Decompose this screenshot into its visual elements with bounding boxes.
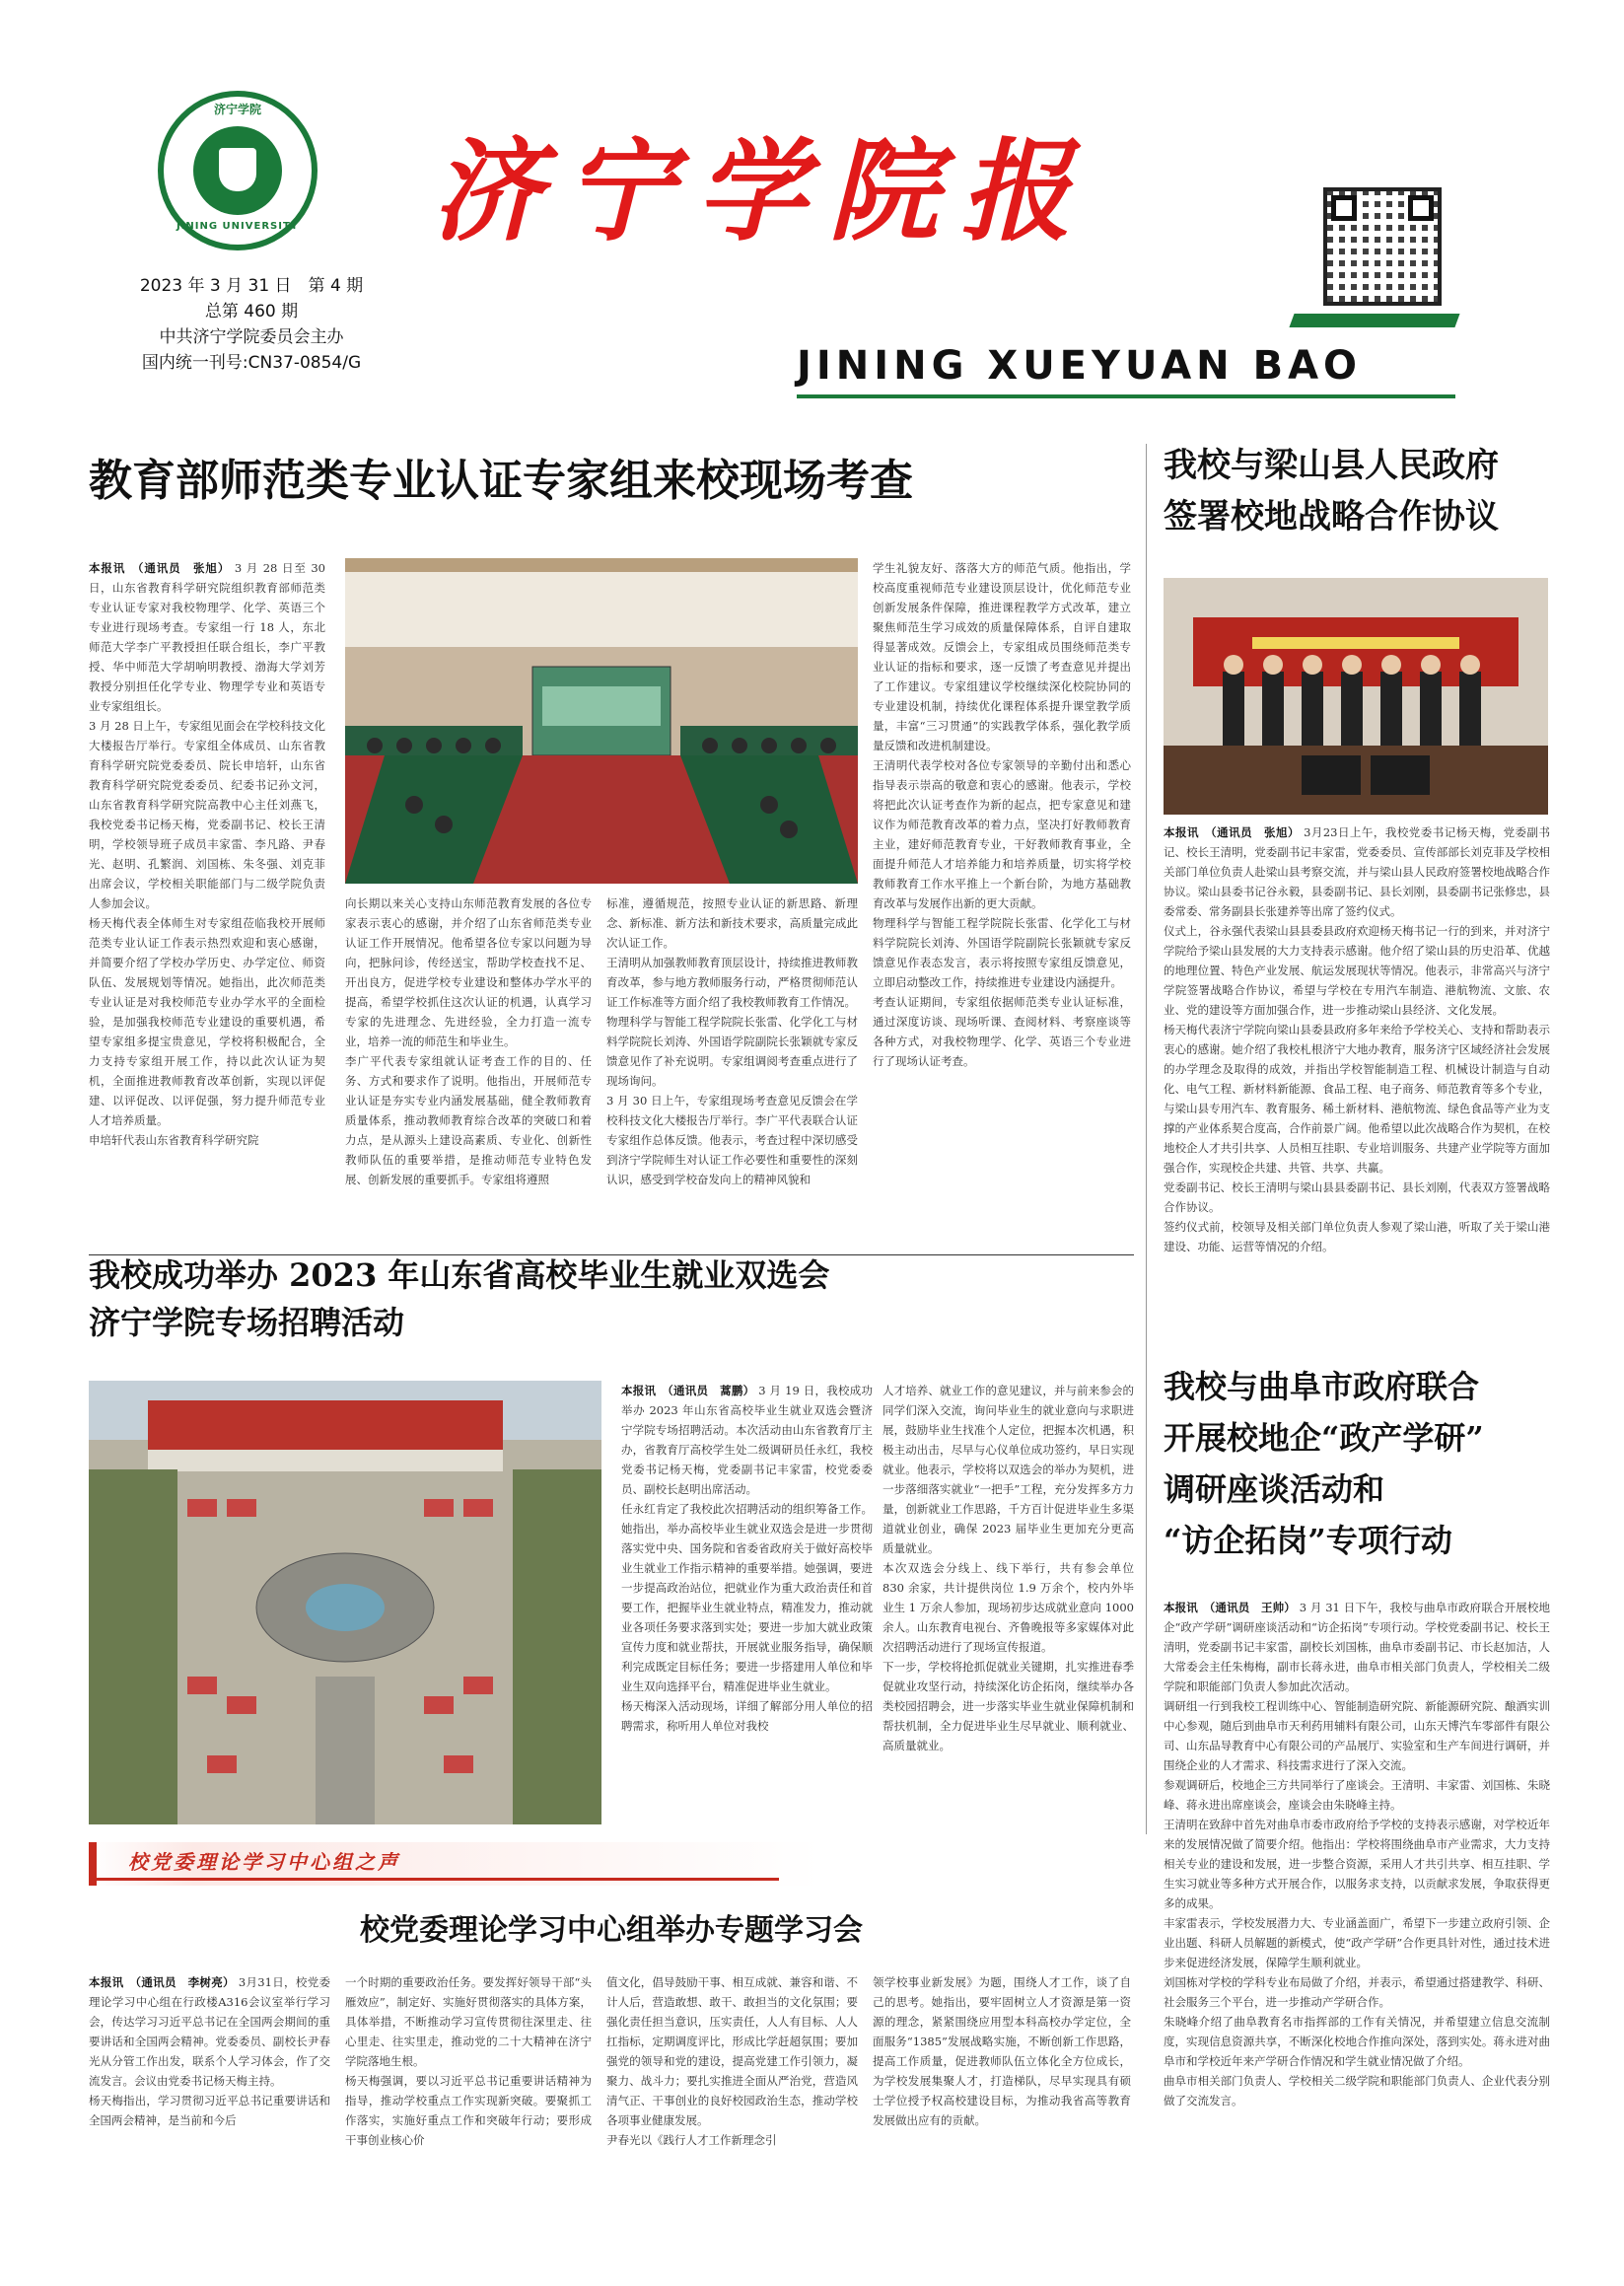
article2-byline: 本报讯 （通讯员 张旭） — [1164, 825, 1300, 839]
article4-headline-line2: 开展校地企“政产学研” — [1164, 1419, 1484, 1457]
article5-column-1 — [89, 1972, 330, 2258]
article4-byline: 本报讯 （通讯员 王帅） — [1164, 1601, 1296, 1614]
article5-col3-text: 值文化，倡导鼓励干事、相互成就、兼容和谐、不计人后，营造敢想、敢干、敢担当的文化氛围；要强化责任担当意识，压实责任，人人有目标、人人扛指标，定期调度评比，形成比学赶超氛围；要加强党的领导和党的建设，提高党建工作引领力，凝聚力、战斗力；要扎实推进全面从严治党，营造风清气正、干事创业的良好校园政治生态，推动学校各项事业健康发展。 尹春光以《践行人才工作新理念引 — [606, 1975, 858, 2147]
article1-col1-text: 3 月 28 日至 30 日，山东省教育科学研究院组织教育部师范类专业认证专家对我校物理学、化学、英语三个专业进行现场考查。专家组一行 18 人，东北师范大学李广平教授担任联合组长，李广平教授、华中师范大学胡响明教授、渤海大学刘芳教授分别担任化学专业、物理学专业和英语专业专家组组长。 3 月 28 日上午，专家组见面会在学校科技文化大楼报告厅举行。专家组全体成员、山东省教育科学研究院党委委员、院长申培轩，山东省教育科学研究院党委委员、纪委书记孙文河，山东省教育科学研究院高教中心主任刘燕飞，我校党委书记杨天梅，党委副书记、校长王清明，学校领导班子成员丰家雷、李凡路、尹春光、赵明、孔繁润、刘国栋、朱冬强、刘克菲出席会议，学校相关职能部门与二级学院负责人参加会议。 杨天梅代表全体师生对专家组莅临我校开展师范类专业认证工作表示热烈欢迎和衷心感谢，并简要介绍了学校办学历史、办学定位、师资队伍、发展规划等情况。她指出，此次师范类专业认证是对我校师范专业办学水平的全面检验，是加强我校师范专业建设的重要机遇，希望专家组多提宝贵意见，学校将积极配合，全力支持专家组开展工作，持以此次认证为契机，全面推进教师教育改革创新，实现以评促建、以评促改、以评促强，努力提升师范专业人才培养质量。 申培轩代表山东省教育科学研究院 — [89, 561, 325, 1147]
banner-underline — [89, 1878, 779, 1881]
article1-col3-text: 标准，遵循规范，按照专业认证的新思路、新理念、新标准、新方法和新技术要求，高质量完成此次认证工作。 王清明从加强教师教育顶层设计，持续推进教师教育改革，参与地方教师服务行动，严格贯彻师范认证工作标准等方面介绍了我校教师教育工作情况。 物理科学与智能工程学院院长张雷、化学化工与材料学院院长刘涛、外国语学院副院长张颖就专家反馈意见作了补充说明。专家组调阅考查重点进行了现场询问。 3 月 30 日上午，专家组现场考查意见反馈会在学校科技文化大楼报告厅举行。李广平代表联合认证专家组作总体反馈。他表示，考查过程中深切感受到济宁学院师生对认证工作必要性和重要性的深刻认识，感受到学校奋发向上的精神风貌和 — [606, 896, 858, 1186]
logo-emblem-icon — [193, 126, 282, 215]
article3-col2-text: 人才培养、就业工作的意见建议，并与前来参会的同学们深入交流，询问毕业生的就业意向与求职进展，鼓励毕业生找准个人定位，把握本次机遇，积极主动出击，尽早与心仪单位成功签约，早日实现就业。他表示，学校将以双选会的举办为契机，进一步落细落实就业“一把手”工程，充分发挥多方力量，创新就业工作思路，千方百计促进毕业生多渠道就业创业，确保 2023 届毕业生更加充分更高质量就业。 本次双选会分线上、线下举行，共有参会单位 830 余家，共计提供岗位 1.9 万余个，校内外毕业生 1 万余人参加，现场初步达成就业意向 1000 余人。山东教育电视台、齐鲁晚报等多家媒体对此次招聘活动进行了现场宣传报道。 下一步，学校将抢抓促就业关键期，扎实推进春季促就业攻坚行动，持续深化访企拓岗，继续举办各类校园招聘会，进一步落实毕业生就业保障机制和帮扶机制，全力促进毕业生尽早就业、顺利就业、高质量就业。 — [883, 1384, 1134, 1752]
sponsor: 中共济宁学院委员会主办 — [159, 327, 344, 347]
article5-col4-text: 领学校事业新发展》为题，围绕人才工作，谈了自己的思考。她指出，要牢固树立人才资源是第一资源的理念，紧紧围绕应用型本科高校办学定位，全面服务“1385”发展战略实施，不断创新工作思路，提高工作质量，促进教师队伍立体化全方位成长，为学校发展集聚人才，打造梯队，尽早实现具有硕士学位授予权高校建设目标，为推动我省高等教育发展做出应有的贡献。 — [873, 1975, 1131, 2127]
newspaper-title: 济宁学院报 — [432, 127, 1093, 256]
newspaper-title-english: JINING XUEYUAN BAO — [797, 343, 1363, 389]
column-divider — [1146, 444, 1147, 1834]
article4-body — [1164, 1598, 1550, 2249]
article3-photo — [89, 1381, 601, 1824]
article4-headline-line4: “访企拓岗”专项行动 — [1164, 1522, 1452, 1559]
article2-headline-line1: 我校与梁山县人民政府 — [1164, 446, 1499, 485]
article5-col2-text: 一个时期的重要政治任务。要发挥好领导干部“头雁效应”，制定好、实施好贯彻落实的具体方案，具体举措，不断推动学习宣传贯彻往深里走、往心里走、往实里走，推动党的二十大精神在济宁学院落地生根。 杨天梅强调，要以习近平总书记重要讲话精神为指导，推动学校重点工作实现新突破。要聚抓工作落实，实施好重点工作和突破年行动；要形成干事创业核心价 — [345, 1975, 592, 2147]
article2-headline-line2: 签署校地战略合作协议 — [1164, 497, 1499, 536]
issue-date: 2023 年 3 月 31 日 第 4 期 — [139, 276, 364, 296]
university-logo — [158, 91, 318, 250]
banner-title: 校党委理论学习中心组之声 — [128, 1850, 400, 1874]
decorative-bar — [1289, 314, 1459, 327]
qr-code-icon[interactable] — [1323, 187, 1442, 306]
article3-col1-text: 3 月 19 日，我校成功举办 2023 年山东省高校毕业生就业双选会暨济宁学院专场招聘活动。本次活动由山东省教育厅主办，省教育厅高校学生处二级调研员任永红，我校党委书记杨天梅，党委副书记丰家雷，校党委委员、副校长赵明出席活动。 任永红肯定了我校此次招聘活动的组织筹备工作。她指出，举办高校毕业生就业双选会是进一步贯彻落实党中央、国务院和省委省政府关于做好高校毕业生就业工作指示精神的重要举措。她强调，要进一步提高政治站位，把就业作为重大政治责任和首要工作，把握毕业生就业特点，精准发力，推动就业各项任务要求落到实处；要进一步加大就业政策宣传力度和就业帮扶，开展就业服务指导，确保顺利完成既定目标任务；要进一步搭建用人单位和毕业生双向选择平台，精准促进毕业生就业。 杨天梅深入活动现场，详细了解部分用人单位的招聘需求，称听用人单位对我校 — [621, 1384, 873, 1733]
article1-byline: 本报讯 （通讯员 张旭） — [89, 561, 231, 575]
article1-photo — [345, 558, 858, 884]
article5-headline: 校党委理论学习中心组举办专题学习会 — [360, 1913, 863, 1948]
article2-body-text: 3月23日上午，我校党委书记杨天梅，党委副书记、校长王清明，党委副书记丰家雷，党委委员、宣传部部长刘克菲及学校相关部门单位负责人赴梁山县考察交流，并与梁山县人民政府签署校地战略合作协议。梁山县委书记谷永毅，县委副书记、县长刘刚，县委副书记张修忠，县委常委、常务副县长张建养等出席了签约仪式。 仪式上，谷永强代表梁山县县委县政府欢迎杨天梅书记一行的到来，并对济宁学院给予梁山县发展的大力支持表示感谢。他介绍了梁山县的历史沿革、优越的地理位置、特色产业发展、航运发展现状等情况。他表示，非常高兴与济宁学院签署战略合作协议，希望与学校在专用汽车制造、港航物流、文旅、农业、党的建设等方面加强合作，进一步推动梁山县经济、文化发展。 杨天梅代表济宁学院向梁山县委县政府多年来给予学校关心、支持和帮助表示衷心的感谢。她介绍了我校札根济宁大地办教育，服务济宁区域经济社会发展的办学理念及取得的成效，并指出学校智能制造工程、机械设计制造与自动化、电气工程、新材料新能源、食品工程、电子商务、师范教育等多个专业，与梁山县专用汽车、教育服务、稀土新材料、港航物流、绿色食品等产业为支撑的产业体系契合度高，合作前景广阔。他希望以此次战略合作为契机，在校地校企人才共引共享、人员相互挂职、专业培训服务、共建产业学院等方面加强合作，实现校企共建、共管、共享、共赢。 党委副书记、校长王清明与梁山县县委副书记、县长刘刚，代表双方签署战略合作协议。 签约仪式前，校领导及相关部门单位负责人参观了梁山港，听取了关于梁山港建设、功能、运营等情况的介绍。 — [1164, 825, 1550, 1253]
article5-column-4 — [873, 1972, 1131, 2258]
article3-headline-line2: 济宁学院专场招聘活动 — [89, 1304, 405, 1341]
article3-column-1 — [621, 1381, 873, 1824]
article2-photo — [1164, 578, 1548, 815]
article3-column-2 — [883, 1381, 1134, 1824]
serial-number: 国内统一刊号:CN37-0854/G — [141, 353, 362, 373]
masthead-rule — [797, 394, 1455, 398]
article1-col2-text: 向长期以来关心支持山东师范教育发展的各位专家表示衷心的感谢，并介绍了山东省师范类专业认证工作开展情况。他希望各位专家以问题为导向，把脉问诊，传经送宝，帮助学校查找不足、开出良方，促进学校专业建设和整体办学水平的提高，希望学校抓住这次认证的机遇，认真学习专家的先进理念、先进经验，全力打造一流专业，培养一流的师范生和毕业生。 李广平代表专家组就认证考查工作的目的、任务、方式和要求作了说明。他指出，开展师范专业认证是夯实专业内涵发展基础，健全教师教育质量体系，推动教师教育综合改革的突破口和着力点，是从源头上建设高素质、专业化、创新性教师队伍的重要举措，是推动师范专业特色发展、创新发展的重要抓手。专家组将遵照 — [345, 896, 592, 1186]
article5-column-3 — [606, 1972, 858, 2258]
article3-byline: 本报讯 （通讯员 蒿鹏） — [621, 1384, 755, 1397]
article1-headline: 教育部师范类专业认证专家组来校现场考查 — [89, 456, 913, 506]
article5-byline: 本报讯 （通讯员 李树亮） — [89, 1975, 235, 1989]
article4-headline-line3: 调研座谈活动和 — [1164, 1470, 1385, 1508]
article5-column-2 — [345, 1972, 592, 2258]
banner-background — [89, 1842, 1134, 1886]
total-issue: 总第 460 期 — [204, 302, 299, 321]
logo-text-top: 济宁学院 — [213, 103, 261, 116]
article3-headline-line1: 我校成功举办 2023 年山东省高校毕业生就业双选会 — [89, 1256, 830, 1294]
article5-col1-text: 3月31日，校党委理论学习中心组在行政楼A316会议室举行学习会，传达学习习近平总书记在全国两会期间的重要讲话和全国两会精神。党委委员、副校长尹春光从分管工作出发，联系个人学习体会，作了交流发言。会议由党委书记杨天梅主持。 杨天梅指出，学习贯彻习近平总书记重要讲话和全国两会精神，是当前和今后 — [89, 1975, 330, 2127]
article1-col4-text: 学生礼貌友好、落落大方的师范气质。他指出，学校高度重视师范专业建设顶层设计，优化师范专业创新发展条件保障，推进课程教学方式改革，建立聚焦师范生学习成效的质量保障体系，自评自建取得显著成效。反馈会上，专家组成员围绕师范类专业认证的指标和要求，逐一反馈了考查意见并提出了工作建议。专家组建议学校继续深化校院协同的专业建设机制，持续优化课程体系提升课堂教学质量，丰富“三习贯通”的实践教学体系，强化教学质量反馈和改进机制建设。 王清明代表学校对各位专家领导的辛勤付出和悉心指导表示崇高的敬意和衷心的感谢。他表示，学校将把此次认证考查作为新的起点，把专家意见和建议作为师范教育改革的着力点，坚决打好教师教育主业，建好师范教育专业，干好教师教育事业，全面提升师范人才培养能力和培养质量，切实将学校教师教育工作水平推上一个新台阶，为地方基础教育改革与发展作出新的更大贡献。 物理科学与智能工程学院院长张雷、化学化工与材料学院院长刘涛、外国语学院副院长张颖就专家反馈意见作表态发言，表示将按照专家组反馈意见，立即启动整改工作，持续推进专业建设内涵提升。 考查认证期间，专家组依据师范类专业认证标准，通过深度访谈、现场听课、查阅材料、考察座谈等各种方式，对我校物理学、化学、英语三个专业进行了现场认证考查。 — [873, 561, 1131, 1068]
logo-text-bottom: JINING UNIVERSITY — [176, 221, 300, 232]
article4-body-text: 3 月 31 日下午，我校与曲阜市政府联合开展校地企“政产学研”调研座谈活动和“访企拓岗”专项行动。学校党委副书记、校长王清明，党委副书记丰家雷，副校长刘国栋，曲阜市委副书记、市长赵加洁，人大常委会主任朱梅梅，副市长蒋永进，曲阜市相关部门负责人，学校相关二级学院和职能部门负责人参加此次活动。 调研组一行到我校工程训练中心、智能制造研究院、新能源研究院、酿酒实训中心参观，随后到曲阜市天利药用辅料有限公司，山东天博汽车零部件有限公司、山东品导教育中心有限公司的产品展厅、实验室和生产车间进行调研，并围绕企业的人才需求、科技需求进行了深入交流。 参观调研后，校地企三方共同举行了座谈会。王清明、丰家雷、刘国栋、朱晓峰、蒋永进出席座谈会，座谈会由朱晓峰主持。 王清明在致辞中首先对曲阜市委市政府给予学校的支持表示感谢，对学校近年来的发展情况做了简要介绍。他指出：学校将围绕曲阜市产业需求，大力支持相关专业的建设和发展，进一步整合资源，采用人才共引共享、相互挂职、学生实习就业等多种方式开展合作，以服务求支持，以贡献求发展，争取获得更多的成果。 丰家雷表示，学校发展潜力大、专业涵盖面广，希望下一步建立政府引领、企业出题、科研人员解题的新模式，使“政产学研”合作更具针对性，通过技术进步来促进经济发展，保障学生顺利就业。 刘国栋对学校的学科专业布局做了介绍，并表示，希望通过搭建教学、科研、社会服务三个平台，进一步推动产学研合作。 朱晓峰介绍了曲阜教育名市指挥部的工作有关情况，并希望建立信息交流制度，实现信息资源共享，不断深化校地合作推向深处，落到实处。蒋永进对曲阜市和学校近年来产学研合作情况和学生就业情况做了介绍。 曲阜市相关部门负责人、学校相关二级学院和职能部门负责人、企业代表分别做了交流发言。 — [1164, 1601, 1550, 2107]
article4-headline-line1: 我校与曲阜市政府联合 — [1164, 1368, 1480, 1405]
